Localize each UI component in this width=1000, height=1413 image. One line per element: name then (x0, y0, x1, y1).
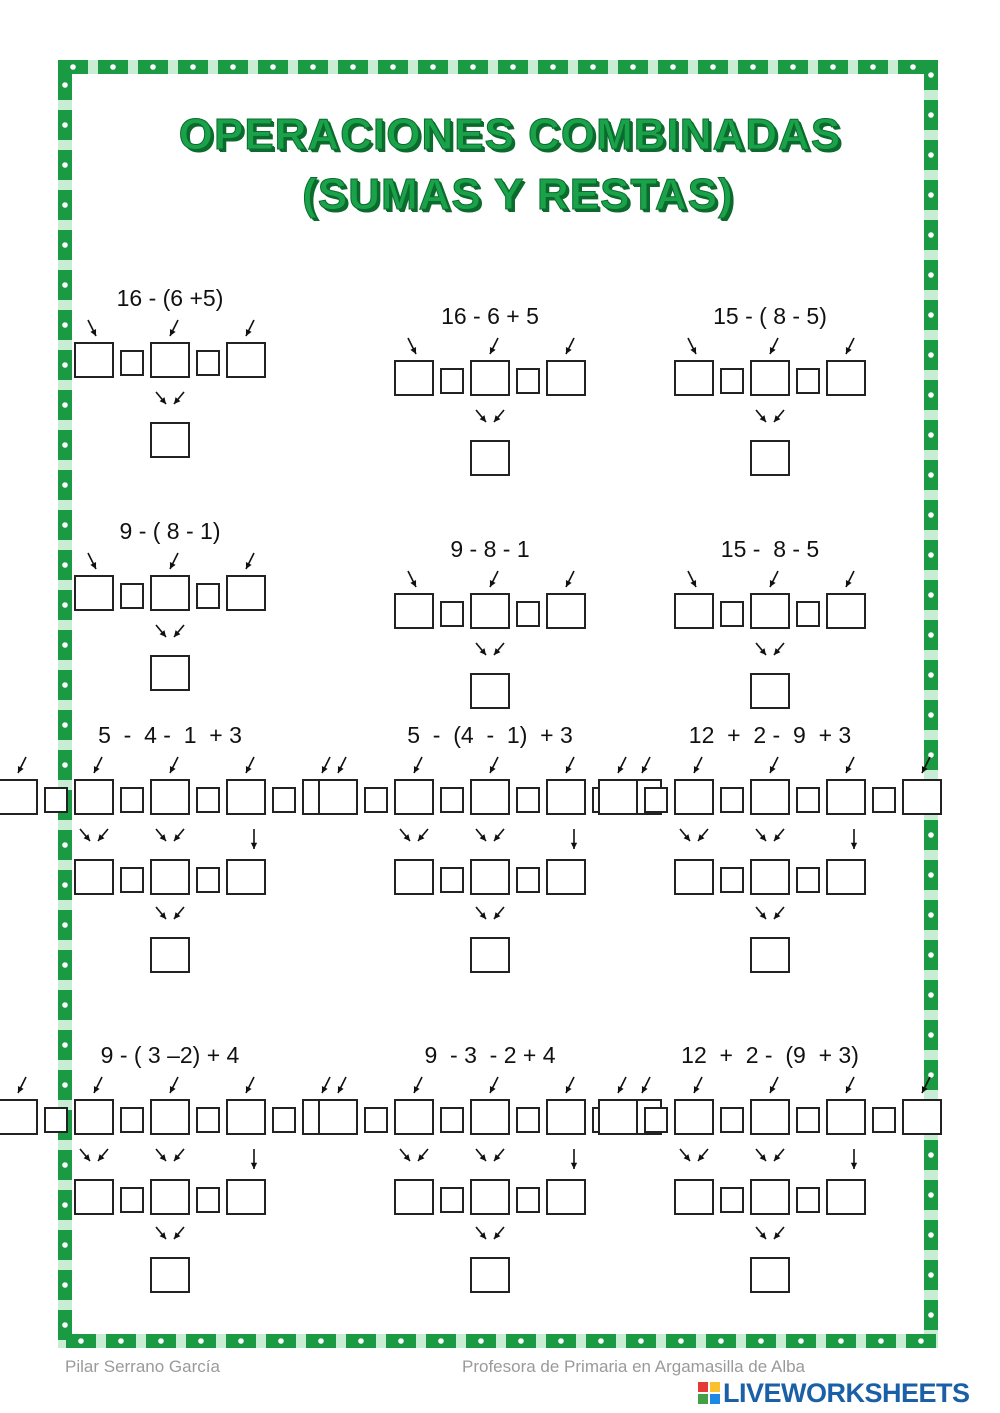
exercise-7-operator-box[interactable] (272, 787, 296, 813)
exercise-9-expression: 12 + 2 - 9 + 3 (688, 722, 852, 748)
exercise-3-answer-box[interactable] (750, 440, 790, 476)
exercise-12-answer-box[interactable] (826, 1099, 866, 1135)
exercise-11-answer-box[interactable] (470, 1099, 510, 1135)
exercise-10-answer-box[interactable] (74, 1179, 114, 1215)
exercise-6-answer-box[interactable] (674, 593, 714, 629)
exercise-10-answer-box[interactable] (150, 1257, 190, 1293)
exercise-11-operator-box[interactable] (516, 1187, 540, 1213)
exercise-9-answer-box[interactable] (598, 779, 638, 815)
exercise-3-expression: 15 - ( 8 - 5) (713, 303, 827, 329)
exercise-8-operator-box[interactable] (440, 867, 464, 893)
exercise-10-operator-box[interactable] (196, 1187, 220, 1213)
exercise-10-operator-box[interactable] (120, 1187, 144, 1213)
exercise-12-answer-box[interactable] (826, 1179, 866, 1215)
exercise-9-answer-box[interactable] (826, 779, 866, 815)
exercise-9-answer-box[interactable] (750, 859, 790, 895)
exercise-6-expression: 15 - 8 - 5 (720, 536, 820, 562)
exercise-10-answer-box[interactable] (226, 1099, 266, 1135)
exercise-6-operator-box[interactable] (796, 601, 820, 627)
exercise-7-operator-box[interactable] (44, 787, 68, 813)
exercise-11-answer-box[interactable] (546, 1179, 586, 1215)
exercise-10-expression: 9 - ( 3 –2) + 4 (100, 1042, 240, 1068)
exercise-4-operator-box[interactable] (120, 583, 144, 609)
exercise-6-operator-box[interactable] (720, 601, 744, 627)
exercise-5-expression: 9 - 8 - 1 (450, 536, 530, 562)
exercise-12-operator-box[interactable] (644, 1107, 668, 1133)
exercise-8-answer-box[interactable] (546, 859, 586, 895)
exercise-12-expression: 12 + 2 - (9 + 3) (681, 1042, 859, 1068)
exercise-12-answer-box[interactable] (674, 1099, 714, 1135)
exercise-5-answer-box[interactable] (470, 673, 510, 709)
footer-author: Pilar Serrano García (65, 1357, 220, 1376)
exercise-8-operator-box[interactable] (364, 787, 388, 813)
exercise-2-operator-box[interactable] (516, 368, 540, 394)
exercise-12-operator-box[interactable] (796, 1187, 820, 1213)
exercise-3-answer-box[interactable] (826, 360, 866, 396)
exercise-1-answer-box[interactable] (150, 342, 190, 378)
exercise-7-answer-box[interactable] (150, 779, 190, 815)
exercise-9-operator-box[interactable] (720, 867, 744, 893)
exercise-7-answer-box[interactable] (74, 859, 114, 895)
exercise-8-answer-box[interactable] (394, 779, 434, 815)
exercise-12-answer-box[interactable] (674, 1179, 714, 1215)
exercise-2-answer-box[interactable] (546, 360, 586, 396)
exercise-11-operator-box[interactable] (440, 1107, 464, 1133)
exercise-11-answer-box[interactable] (470, 1257, 510, 1293)
exercise-7-answer-box[interactable] (150, 937, 190, 973)
exercise-10-operator-box[interactable] (196, 1107, 220, 1133)
exercise-7-operator-box[interactable] (120, 867, 144, 893)
exercise-12-answer-box[interactable] (750, 1179, 790, 1215)
exercise-1-answer-box[interactable] (74, 342, 114, 378)
exercise-1-operator-box[interactable] (120, 350, 144, 376)
exercise-10-operator-box[interactable] (44, 1107, 68, 1133)
exercise-8-operator-box[interactable] (516, 867, 540, 893)
exercise-7-answer-box[interactable] (0, 779, 38, 815)
exercise-11-operator-box[interactable] (364, 1107, 388, 1133)
exercise-9-operator-box[interactable] (720, 787, 744, 813)
exercise-8-answer-box[interactable] (470, 859, 510, 895)
exercise-4-answer-box[interactable] (74, 575, 114, 611)
exercise-10-answer-box[interactable] (0, 1099, 38, 1135)
exercise-5-operator-box[interactable] (440, 601, 464, 627)
exercise-6-answer-box[interactable] (750, 593, 790, 629)
exercise-4-expression: 9 - ( 8 - 1) (119, 518, 221, 544)
exercise-9-operator-box[interactable] (796, 787, 820, 813)
exercise-12-answer-box[interactable] (902, 1099, 942, 1135)
exercise-11-answer-box[interactable] (546, 1099, 586, 1135)
exercise-11-expression: 9 - 3 - 2 + 4 (424, 1042, 556, 1068)
exercise-9-operator-box[interactable] (796, 867, 820, 893)
exercise-12-answer-box[interactable] (598, 1099, 638, 1135)
exercise-4-answer-box[interactable] (150, 655, 190, 691)
exercise-7-answer-box[interactable] (150, 859, 190, 895)
exercise-3-answer-box[interactable] (674, 360, 714, 396)
title-line-2: (SUMAS Y RESTAS) (302, 170, 734, 219)
brand-name: LIVEWORKSHEETS (723, 1377, 970, 1408)
exercise-7-operator-box[interactable] (196, 787, 220, 813)
exercise-4-answer-box[interactable] (226, 575, 266, 611)
exercise-2-answer-box[interactable] (470, 440, 510, 476)
exercise-9-answer-box[interactable] (750, 937, 790, 973)
exercise-12-answer-box[interactable] (750, 1257, 790, 1293)
exercise-2-operator-box[interactable] (440, 368, 464, 394)
exercise-11-operator-box[interactable] (440, 1187, 464, 1213)
exercise-7-expression: 5 - 4 - 1 + 3 (98, 722, 242, 748)
exercise-10-answer-box[interactable] (226, 1179, 266, 1215)
exercise-7-answer-box[interactable] (74, 779, 114, 815)
exercise-8-operator-box[interactable] (516, 787, 540, 813)
exercise-8-answer-box[interactable] (470, 779, 510, 815)
exercise-12-operator-box[interactable] (720, 1107, 744, 1133)
exercise-12-operator-box[interactable] (720, 1187, 744, 1213)
exercise-11-answer-box[interactable] (394, 1099, 434, 1135)
exercise-8-answer-box[interactable] (318, 779, 358, 815)
liveworksheets-logo-icon (697, 1381, 721, 1405)
exercise-7-operator-box[interactable] (120, 787, 144, 813)
exercise-9-operator-box[interactable] (644, 787, 668, 813)
exercise-8-operator-box[interactable] (440, 787, 464, 813)
exercise-9-operator-box[interactable] (872, 787, 896, 813)
exercise-10-operator-box[interactable] (120, 1107, 144, 1133)
title-line-1: OPERACIONES COMBINADAS (178, 110, 842, 159)
exercise-9-answer-box[interactable] (674, 859, 714, 895)
exercise-4-operator-box[interactable] (196, 583, 220, 609)
exercise-2-answer-box[interactable] (394, 360, 434, 396)
brand-logo[interactable] (697, 1378, 970, 1408)
exercise-8-answer-box[interactable] (394, 859, 434, 895)
exercise-5-operator-box[interactable] (516, 601, 540, 627)
exercise-2-expression: 16 - 6 + 5 (441, 303, 539, 329)
exercise-9-answer-box[interactable] (826, 859, 866, 895)
exercise-7-answer-box[interactable] (226, 779, 266, 815)
exercise-2-answer-box[interactable] (470, 360, 510, 396)
exercise-1-answer-box[interactable] (150, 422, 190, 458)
exercise-1-expression: 16 - (6 +5) (116, 285, 224, 311)
exercise-6-answer-box[interactable] (826, 593, 866, 629)
exercise-12-answer-box[interactable] (750, 1099, 790, 1135)
exercise-6-answer-box[interactable] (750, 673, 790, 709)
exercise-10-answer-box[interactable] (150, 1099, 190, 1135)
exercise-8-answer-box[interactable] (470, 937, 510, 973)
exercise-9-answer-box[interactable] (902, 779, 942, 815)
exercise-11-answer-box[interactable] (470, 1179, 510, 1215)
exercise-7-operator-box[interactable] (196, 867, 220, 893)
exercise-10-answer-box[interactable] (150, 1179, 190, 1215)
exercise-8-answer-box[interactable] (546, 779, 586, 815)
exercise-3-answer-box[interactable] (750, 360, 790, 396)
exercise-5-answer-box[interactable] (470, 593, 510, 629)
footer-role: Profesora de Primaria en Argamasilla de Alba (462, 1357, 806, 1376)
exercise-3-operator-box[interactable] (796, 368, 820, 394)
exercise-4-answer-box[interactable] (150, 575, 190, 611)
exercise-10-answer-box[interactable] (74, 1099, 114, 1135)
exercise-11-answer-box[interactable] (318, 1099, 358, 1135)
exercise-1-operator-box[interactable] (196, 350, 220, 376)
exercise-8-expression: 5 - (4 - 1) + 3 (407, 722, 573, 748)
exercise-3-operator-box[interactable] (720, 368, 744, 394)
exercise-11-operator-box[interactable] (516, 1107, 540, 1133)
exercise-7-answer-box[interactable] (226, 859, 266, 895)
exercise-9-answer-box[interactable] (750, 779, 790, 815)
exercise-12-operator-box[interactable] (796, 1107, 820, 1133)
exercise-12-operator-box[interactable] (872, 1107, 896, 1133)
exercise-5-answer-box[interactable] (546, 593, 586, 629)
exercise-1-answer-box[interactable] (226, 342, 266, 378)
exercise-10-operator-box[interactable] (272, 1107, 296, 1133)
exercise-11-answer-box[interactable] (394, 1179, 434, 1215)
exercise-9-answer-box[interactable] (674, 779, 714, 815)
exercise-5-answer-box[interactable] (394, 593, 434, 629)
